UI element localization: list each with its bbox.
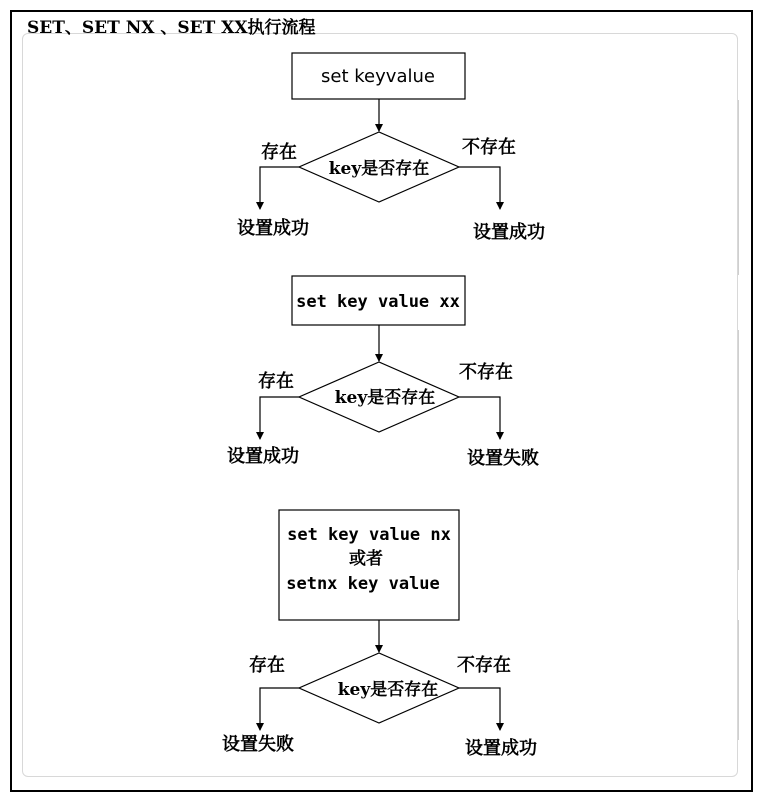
flow-3 — [222, 510, 537, 759]
yes-result: 设置成功 — [237, 218, 309, 239]
no-branch — [459, 688, 500, 730]
yes-branch — [260, 397, 299, 439]
no-result: 设置失败 — [467, 448, 539, 469]
no-branch — [459, 167, 500, 209]
yes-result: 设置失败 — [222, 734, 294, 755]
flow-1 — [237, 53, 545, 243]
diagram-title: SET、SET NX 、SET XX执行流程 — [27, 18, 316, 38]
no-result: 设置成功 — [465, 738, 537, 759]
decision-text: key是否存在 — [328, 159, 430, 179]
command-text-line-3: setnx key value — [286, 574, 440, 594]
yes-result: 设置成功 — [227, 446, 299, 467]
yes-label: 存在 — [261, 142, 297, 163]
yes-label: 存在 — [249, 655, 285, 676]
flow-2 — [227, 276, 539, 469]
no-result: 设置成功 — [473, 222, 545, 243]
command-text-line-1: set key value nx — [287, 525, 451, 545]
decision-text: key是否存在 — [334, 388, 436, 408]
yes-branch — [260, 167, 299, 209]
decision-text: key是否存在 — [337, 680, 439, 700]
no-label: 不存在 — [457, 655, 511, 676]
command-text: set key value xx — [296, 292, 460, 312]
no-label: 不存在 — [459, 362, 513, 383]
yes-label: 存在 — [258, 371, 294, 392]
no-branch — [459, 397, 500, 439]
command-text: set keyvalue — [321, 66, 435, 87]
no-label: 不存在 — [462, 137, 516, 158]
yes-branch — [260, 688, 299, 730]
command-text-line-2: 或者 — [349, 549, 383, 569]
